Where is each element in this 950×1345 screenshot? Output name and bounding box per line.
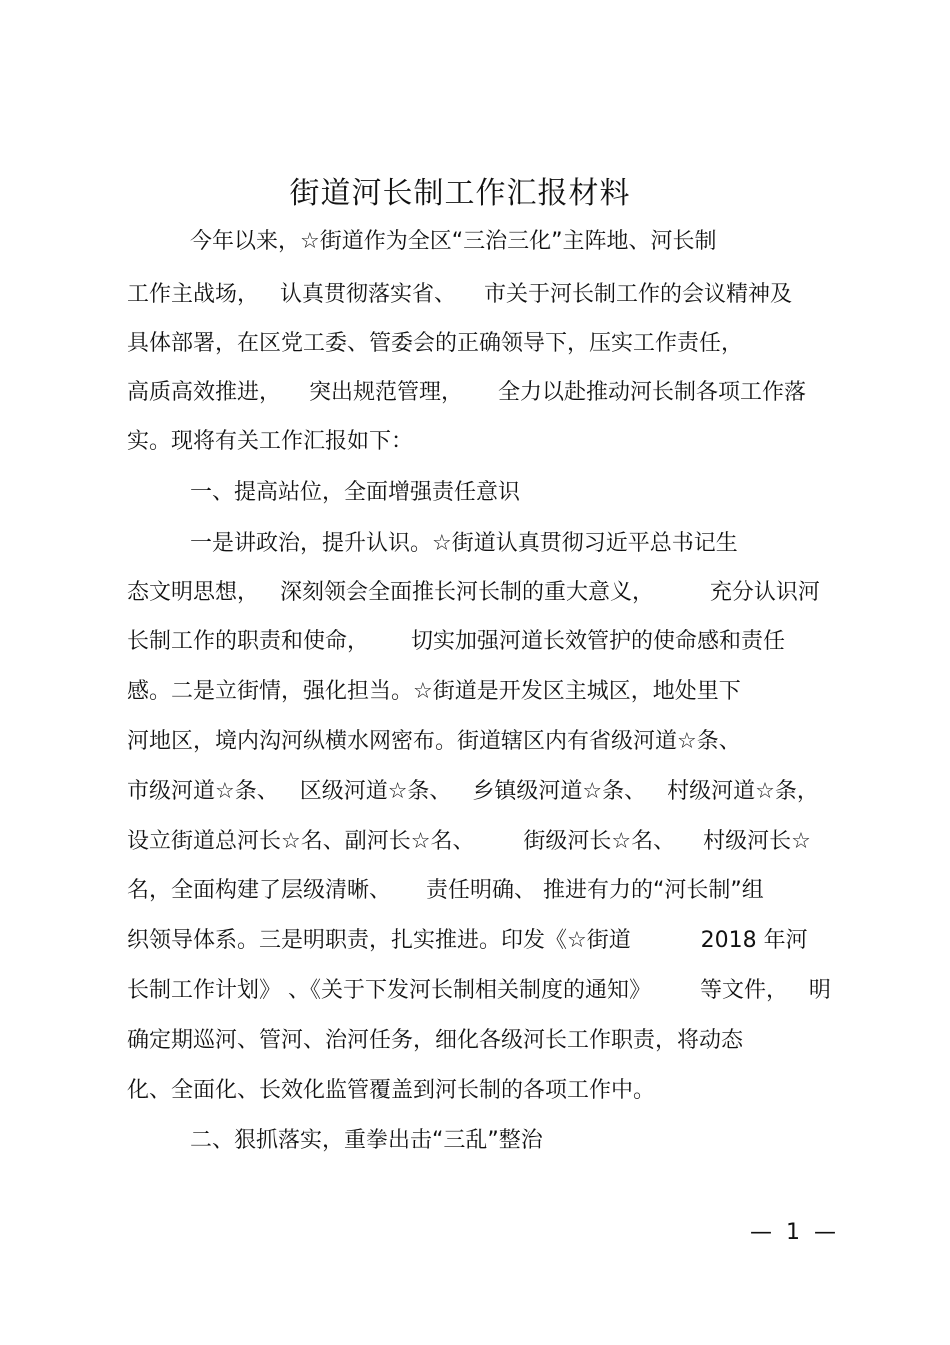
paragraph-line: 实。现将有关工作汇报如下： <box>127 429 414 454</box>
paragraph-line: 今年以来，☆街道作为全区“三治三化”主阵地、河长制 <box>190 229 717 254</box>
section-heading: 二、狠抓落实，重拳出击“三乱”整治 <box>190 1128 543 1153</box>
page-number: — 1 — <box>750 1220 836 1245</box>
paragraph-line: 设立街道总河长☆名、副河长☆名、 街级河长☆名、 村级河长☆ <box>127 829 811 854</box>
document-title: 街道河长制工作汇报材料 <box>289 176 631 211</box>
paragraph-line: 河地区，境内沟河纵横水网密布。街道辖区内有省级河道☆条、 <box>127 729 741 754</box>
paragraph-line: 织领导体系。三是明职责，扎实推进。印发《☆街道 2018 年河 <box>127 928 808 953</box>
paragraph-line: 态文明思想， 深刻领会全面推长河长制的重大意义， 充分认识河 <box>127 580 820 605</box>
paragraph-line: 确定期巡河、管河、治河任务，细化各级河长工作职责，将动态 <box>127 1028 744 1053</box>
paragraph-line: 一是讲政治，提升认识。☆街道认真贯彻习近平总书记生 <box>190 531 738 556</box>
section-heading: 一、提高站位，全面增强责任意识 <box>190 480 521 505</box>
paragraph-line: 高质高效推进， 突出规范管理， 全力以赴推动河长制各项工作落 <box>127 380 806 405</box>
paragraph-line: 名，全面构建了层级清晰、 责任明确、 推进有力的“河长制”组 <box>127 878 764 903</box>
paragraph-line: 感。二是立街情，强化担当。☆街道是开发区主城区，地处里下 <box>127 679 741 704</box>
paragraph-line: 化、全面化、长效化监管覆盖到河长制的各项工作中。 <box>127 1078 656 1103</box>
paragraph-line: 工作主战场， 认真贯彻落实省、 市关于河长制工作的会议精神及 <box>127 282 792 307</box>
paragraph-line: 长制工作的职责和使命， 切实加强河道长效管护的使命感和责任 <box>127 629 785 654</box>
paragraph-line: 长制工作计划》 、《关于下发河长制相关制度的通知》 等文件， 明 <box>127 978 831 1003</box>
paragraph-line: 市级河道☆条、 区级河道☆条、 乡镇级河道☆条、 村级河道☆条， <box>127 779 819 804</box>
paragraph-line: 具体部署，在区党工委、管委会的正确领导下，压实工作责任， <box>127 331 744 356</box>
